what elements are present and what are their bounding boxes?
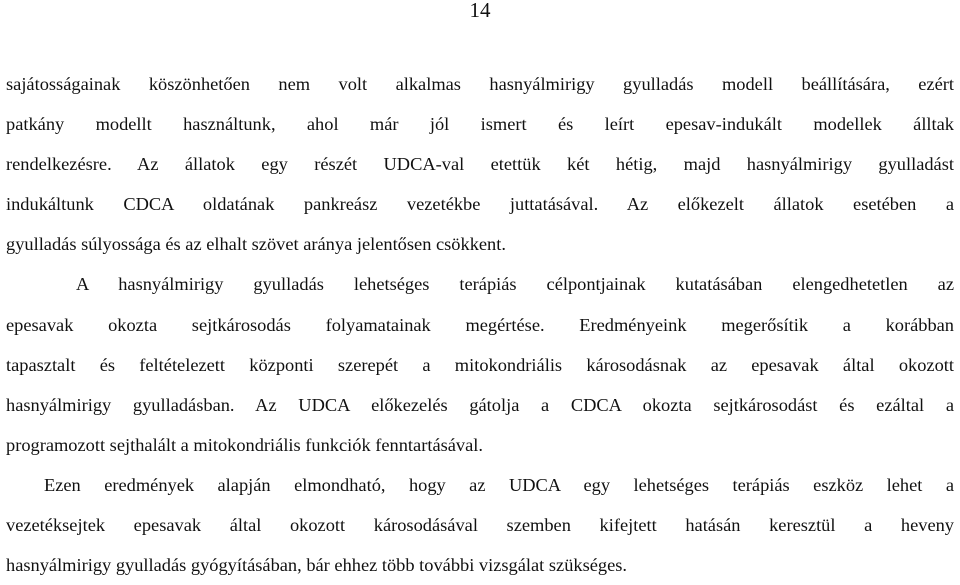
page-number: 14 xyxy=(469,0,491,22)
text-line: hasnyálmirigy gyulladásban. Az UDCA előkezelés gátolja a CDCA okozta sejtkárosodást és ezáltal a xyxy=(6,394,954,415)
paragraph-2 xyxy=(6,264,954,464)
text-line: Ezen eredmények alapján elmondható, hogy az UDCA egy lehetséges terápiás eszköz lehet a xyxy=(44,474,954,495)
text-line: patkány modellt használtunk, ahol már jól ismert és leírt epesav-indukált modellek álltak xyxy=(6,114,954,135)
text-line: vezetéksejtek epesavak által okozott károsodásával szemben kifejtett hatásán keresztül a heveny xyxy=(6,515,954,536)
text-line: epesavak okozta sejtkárosodás folyamatainak megértése. Eredményeink megerősítik a korábban xyxy=(6,314,954,335)
text-line: tapasztalt és feltételezett központi szerepét a mitokondriális károsodásnak az epesavak által okozott xyxy=(6,354,954,375)
text-line: gyulladás súlyossága és az elhalt szövet aránya jelentősen csökkent. xyxy=(6,234,506,255)
text-line: sajátosságainak köszönhetően nem volt alkalmas hasnyálmirigy gyulladás modell beállítására, ezért xyxy=(6,74,954,94)
text-line: programozott sejthalált a mitokondriális funkciók fenntartásával. xyxy=(6,434,483,455)
text-line: indukáltunk CDCA oldatának pankreász vezetékbe juttatásával. Az előkezelt állatok esetében a xyxy=(6,194,954,215)
paragraph-3 xyxy=(6,465,954,585)
text-line: hasnyálmirigy gyulladás gyógyításában, bár ehhez több további vizsgálat szükséges. xyxy=(6,555,628,576)
text-line: rendelkezésre. Az állatok egy részét UDCA-val etettük két hétig, majd hasnyálmirigy gyulladást xyxy=(6,154,954,175)
paragraph-1 xyxy=(6,64,954,264)
document-body xyxy=(6,64,954,585)
text-line: A hasnyálmirigy gyulladás lehetséges terápiás célpontjainak kutatásában elengedhetetlen az xyxy=(76,274,954,295)
